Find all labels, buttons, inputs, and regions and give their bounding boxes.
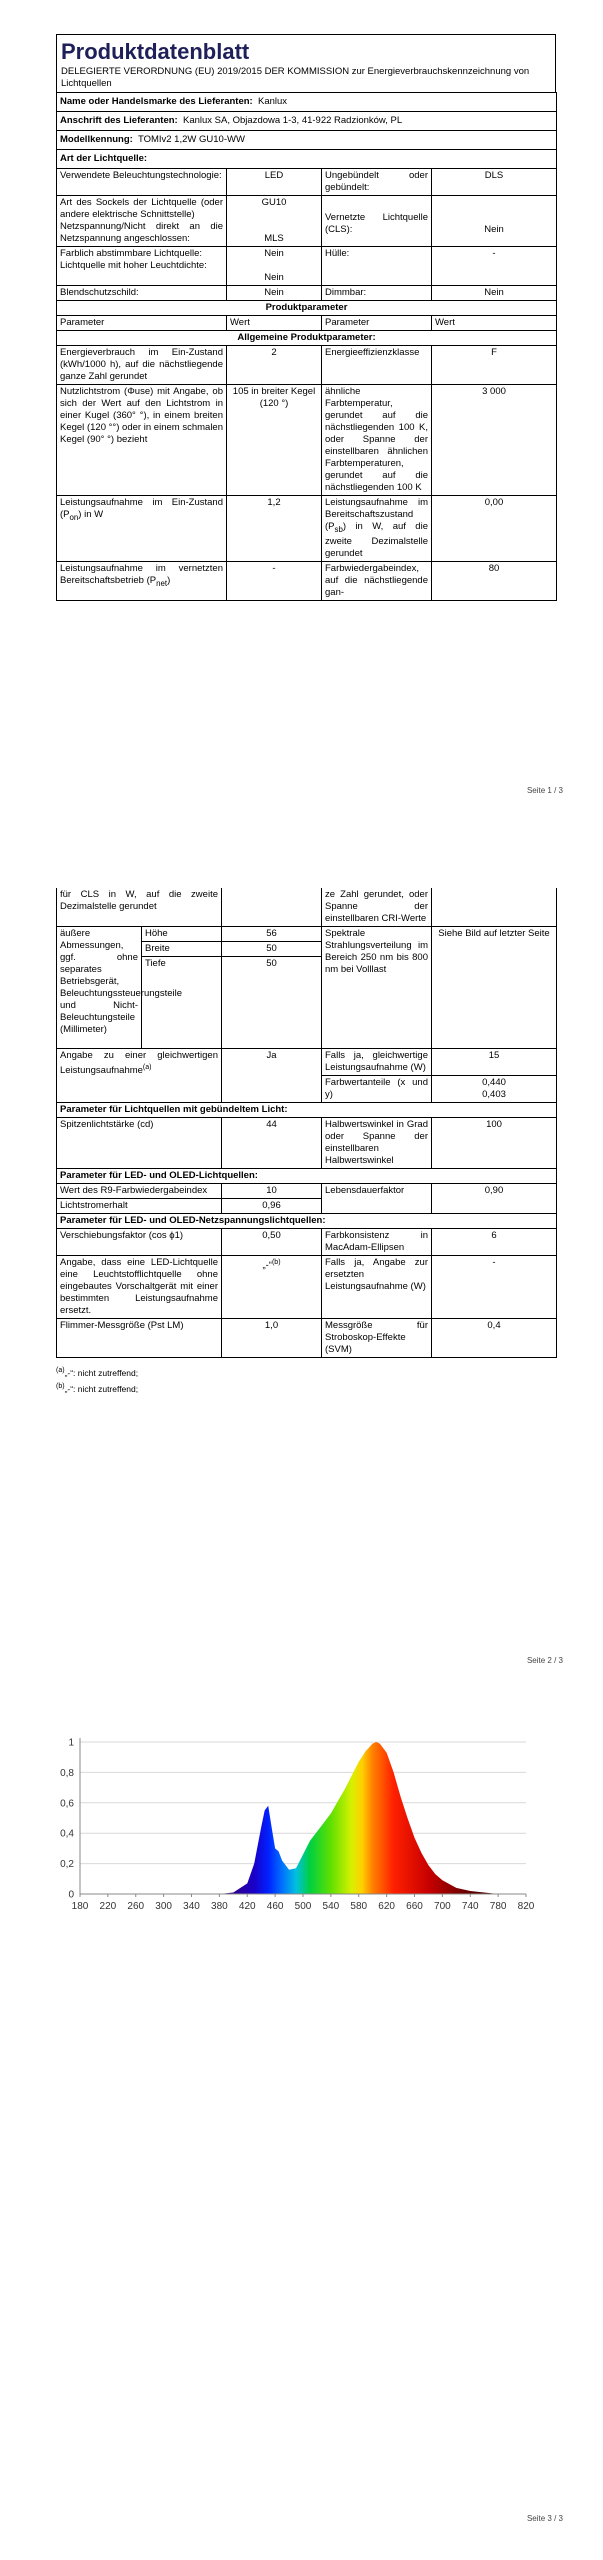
footnote-b <box>56 1380 556 1396</box>
flicker-value: 1,0 <box>222 1319 322 1358</box>
col-param-2: Parameter <box>322 316 432 331</box>
strobo-value: 0,4 <box>432 1319 557 1358</box>
x-tick-label: 700 <box>434 1901 451 1912</box>
y-tick-label: 0,4 <box>60 1828 74 1840</box>
mains-label: Netzspannung/Nicht direkt an die Netzspannung angeschlossen: <box>60 221 223 244</box>
energy-on-value: 2 <box>227 346 322 385</box>
cct-label: ähnliche Farbtemperatur, gerundet auf die nächstliegenden 100 K, oder Spanne der einstellbaren ähnlichen Farbtemperaturen, gerundet auf die nächstliegenden 100 K <box>322 385 432 496</box>
params-section: Produktparameter <box>57 301 557 316</box>
equiv-row <box>57 1049 557 1076</box>
cap-mains-value-cell <box>227 196 322 247</box>
title-box <box>56 34 556 92</box>
x-tick-label: 380 <box>211 1901 228 1912</box>
claim-power-label: Falls ja, Angabe zur ersetzten Leistungsaufnahme (W) <box>322 1256 432 1319</box>
tunable-row <box>57 247 557 286</box>
net-standby-label-cell-a <box>57 561 227 600</box>
net-standby-label-a: Leistungsaufnahme im vernetzten Bereitschaftsbetrieb (P <box>60 562 223 586</box>
claim-value-cell <box>222 1256 322 1319</box>
power-on-suffix: ) in W <box>78 509 104 520</box>
width-value: 50 <box>222 942 322 957</box>
high-lum-value: Nein <box>264 272 284 283</box>
antiglare-label: Blendschutzschild: <box>57 286 227 301</box>
net-standby-sub: net <box>156 578 168 588</box>
flux-label: Nutzlichtstrom (Φuse) mit Angabe, ob sich der Wert auf den Lichtstrom in einer Kugel (360° °), in einem breiten Kegel (120 °°) oder in einem schmalen Kegel (90° °) bezieht <box>57 385 227 496</box>
supplier-address-row <box>57 112 557 131</box>
claim-label: Angabe, dass eine LED-Lichtquelle eine Leuchtstofflichtquelle ohne eingebautes Vorschaltgerät mit einer bestimmten Leistungsaufnahme ersetzt. <box>57 1256 222 1319</box>
y-tick-label: 0,6 <box>60 1798 74 1810</box>
net-standby-value: - <box>227 561 322 600</box>
supplier-table <box>56 92 557 601</box>
light-source-section: Art der Lichtquelle: <box>57 150 557 169</box>
chroma-values <box>432 1076 557 1103</box>
dls-section: Parameter für Lichtquellen mit gebündeltem Licht: <box>57 1103 557 1118</box>
chroma-y: 0,403 <box>482 1089 506 1100</box>
maint-label: Lichtstromerhalt <box>57 1199 222 1214</box>
power-on-label-cell <box>57 496 227 562</box>
standby-value: 0,00 <box>432 496 557 562</box>
y-tick-label: 0 <box>68 1889 74 1901</box>
power-on-sub: on <box>69 512 79 522</box>
led-section: Parameter für LED- und OLED-Lichtquellen: <box>57 1169 557 1184</box>
supplier-name-value: Kanlux <box>258 96 288 107</box>
color-tunable-label: Farblich abstimmbare Lichtquelle: <box>60 248 203 259</box>
x-tick-label: 220 <box>99 1901 117 1912</box>
tech-row <box>57 169 557 196</box>
model-row <box>57 131 557 150</box>
mains-value: MLS <box>264 233 284 244</box>
tunable-label-cell <box>57 247 227 286</box>
cri-value: 80 <box>432 561 557 600</box>
cap-mains-label-cell <box>57 196 227 247</box>
net-standby-value-cont <box>222 888 322 927</box>
x-tick-label: 780 <box>489 1901 507 1912</box>
footnote-a-text: „-“: nicht zutreffend; <box>64 1367 139 1378</box>
y-tick-label: 1 <box>68 1737 74 1749</box>
equiv-power-value: 15 <box>432 1049 557 1076</box>
x-tick-label: 580 <box>350 1901 368 1912</box>
net-standby-suffix: ) <box>167 574 171 586</box>
antiglare-value: Nein <box>227 286 322 301</box>
spectrum-area <box>219 1742 512 1894</box>
page-3 <box>0 1720 603 2560</box>
depth-label: Tiefe <box>142 957 222 1049</box>
tech-value: LED <box>227 169 322 196</box>
spectrum-chart <box>56 1720 556 1920</box>
peak-value: 44 <box>222 1118 322 1169</box>
mains-section-row <box>57 1214 557 1229</box>
x-tick-label: 180 <box>71 1901 89 1912</box>
peak-row <box>57 1118 557 1169</box>
envelope-value: - <box>432 247 557 286</box>
disp-label: Verschiebungsfaktor (cos ϕ1) <box>57 1229 222 1256</box>
maint-value: 0,96 <box>222 1199 322 1214</box>
height-row <box>57 927 557 942</box>
disp-row <box>57 1229 557 1256</box>
chroma-label: Farbwertanteile (x und y) <box>322 1076 432 1103</box>
r9-label: Wert des R9-Farbwiedergabeindex <box>57 1184 222 1199</box>
net-standby-row-b <box>57 888 557 927</box>
page-number-3: Seite 3 / 3 <box>526 2514 563 2523</box>
antiglare-row <box>57 286 557 301</box>
x-tick-label: 820 <box>517 1901 535 1912</box>
width-label: Breite <box>142 942 222 957</box>
claim-value: „-“ <box>262 1260 272 1272</box>
equiv-label-cell <box>57 1049 222 1103</box>
y-tick-label: 0,2 <box>60 1859 74 1871</box>
datasheet-part-1 <box>56 34 556 601</box>
footnote-b-text: „-“: nicht zutreffend; <box>64 1383 139 1394</box>
power-on-value: 1,2 <box>227 496 322 562</box>
tech-label: Verwendete Beleuchtungstechnologie: <box>57 169 227 196</box>
cap-value: GU10 <box>261 197 287 208</box>
params-header-row <box>57 316 557 331</box>
y-tick-label: 0,8 <box>60 1767 74 1779</box>
peak-label: Spitzenlichtstärke (cd) <box>57 1118 222 1169</box>
x-tick-label: 260 <box>127 1901 145 1912</box>
col-value-2: Wert <box>432 316 557 331</box>
light-source-section-row <box>57 150 557 169</box>
page-number-1: Seite 1 / 3 <box>526 786 563 795</box>
page-number-2: Seite 2 / 3 <box>526 1656 563 1665</box>
equiv-power-label: Falls ja, gleichwertige Leistungsaufnahme (W) <box>322 1049 432 1076</box>
power-on-label: Leistungsaufnahme im Ein-Zustand (P <box>60 497 223 520</box>
dls-section-row <box>57 1103 557 1118</box>
supplier-name-label: Name oder Handelsmarke des Lieferanten: <box>60 96 253 107</box>
supplier-address-value: Kanlux SA, Objazdowa 1-3, 41-922 Radzionków, PL <box>183 115 403 126</box>
x-tick-label: 460 <box>266 1901 284 1912</box>
page-title: Produktdatenblatt <box>61 39 250 64</box>
net-standby-label-b: für CLS in W, auf die zweite Dezimalstelle gerundet <box>57 888 222 927</box>
standby-suffix: ) in W, auf die zweite Dezimalstelle gerundet <box>325 521 428 559</box>
standby-label-cell <box>322 496 432 562</box>
energy-class-label: Energieeffizienzklasse <box>322 346 432 385</box>
power-row <box>57 496 557 562</box>
survival-label: Lebensdauerfaktor <box>322 1184 432 1214</box>
spectral-value: Siehe Bild auf letzter Seite <box>432 927 557 1049</box>
connected-value: Nein <box>432 196 557 247</box>
footnote-a <box>56 1364 556 1380</box>
x-tick-labels <box>72 1894 535 1912</box>
chroma-x: 0,440 <box>482 1077 506 1088</box>
cri-value-cont <box>432 888 557 927</box>
equiv-value: Ja <box>222 1049 322 1103</box>
r9-row <box>57 1184 557 1199</box>
consist-label: Farbkonsistenz in MacAdam-Ellipsen <box>322 1229 432 1256</box>
mains-section: Parameter für LED- und OLED-Netzspannungslichtquellen: <box>57 1214 557 1229</box>
dimmable-label: Dimmbar: <box>322 286 432 301</box>
disp-value: 0,50 <box>222 1229 322 1256</box>
height-label: Höhe <box>142 927 222 942</box>
claim-power-value: - <box>432 1256 557 1319</box>
x-tick-label: 300 <box>155 1901 172 1912</box>
x-tick-label: 540 <box>322 1901 340 1912</box>
dims-label: äußere Abmessungen, ggf. ohne separates Betriebsgerät, Beleuchtungssteuerungsteile und Nicht-Beleuchtungsteile (Millimeter) <box>57 927 142 1049</box>
strobo-label: Messgröße für Stroboskop-Effekte (SVM) <box>322 1319 432 1358</box>
net-standby-row-a <box>57 561 557 600</box>
equiv-sup: (a) <box>142 1064 152 1071</box>
cap-label: Art des Sockels der Lichtquelle (oder andere elektrische Schnittstelle) <box>60 197 223 220</box>
general-section-row <box>57 331 557 346</box>
depth-value: 50 <box>222 957 322 1049</box>
x-tick-label: 620 <box>378 1901 395 1912</box>
flux-row <box>57 385 557 496</box>
datasheet-part-2 <box>56 888 556 1396</box>
supplier-name-row <box>57 93 557 112</box>
model-label: Modellkennung: <box>60 134 133 145</box>
footnotes <box>56 1364 556 1396</box>
height-value: 56 <box>222 927 322 942</box>
claim-row <box>57 1256 557 1319</box>
model-value: TOMIv2 1,2W GU10-WW <box>137 134 245 145</box>
cri-label-b: ze Zahl gerundet, oder Spanne der einstellbaren CRI-Werte <box>322 888 432 927</box>
general-section: Allgemeine Produktparameter: <box>57 331 557 346</box>
x-tick-label: 420 <box>238 1901 256 1912</box>
tunable-value-cell <box>227 247 322 286</box>
equiv-label: Angabe zu einer gleichwertigen Leistungsaufnahme <box>60 1050 218 1077</box>
dimmable-value: Nein <box>432 286 557 301</box>
flicker-label: Flimmer-Messgröße (Pst LM) <box>57 1319 222 1358</box>
col-value-1: Wert <box>227 316 322 331</box>
energy-class-value: F <box>432 346 557 385</box>
params-table-continued <box>56 888 557 1358</box>
col-param-1: Parameter <box>57 316 227 331</box>
cap-mains-row <box>57 196 557 247</box>
energy-row <box>57 346 557 385</box>
flicker-row <box>57 1319 557 1358</box>
nondirected-label: Ungebündelt oder gebündelt: <box>322 169 432 196</box>
params-section-row <box>57 301 557 316</box>
y-tick-labels <box>60 1738 74 1901</box>
color-tunable-value: Nein <box>264 248 284 259</box>
footnote-a-sup: (a) <box>56 1367 65 1374</box>
footnote-b-sup: (b) <box>56 1382 65 1390</box>
x-tick-label: 660 <box>406 1901 423 1912</box>
page-1 <box>0 0 603 860</box>
standby-sub: sb <box>334 524 343 534</box>
x-tick-label: 500 <box>294 1901 312 1912</box>
x-tick-label: 740 <box>461 1901 479 1912</box>
led-section-row <box>57 1169 557 1184</box>
beam-value: 100 <box>432 1118 557 1169</box>
flux-value: 105 in breiter Kegel (120 °) <box>227 385 322 496</box>
beam-label: Halbwertswinkel in Grad oder Spanne der einstellbaren Halbwertswinkel <box>322 1118 432 1169</box>
nondirected-value: DLS <box>432 169 557 196</box>
cct-value: 3 000 <box>432 385 557 496</box>
survival-value: 0,90 <box>432 1184 557 1214</box>
high-lum-label: Lichtquelle mit hoher Leuchtdichte: <box>60 260 207 271</box>
cri-label-a: Farbwiedergabeindex, auf die nächstliegende gan- <box>322 561 432 600</box>
connected-label: Vernetzte Lichtquelle (CLS): <box>322 196 432 247</box>
claim-sup: (b) <box>271 1259 281 1266</box>
consist-value: 6 <box>432 1229 557 1256</box>
r9-value: 10 <box>222 1184 322 1199</box>
page-2 <box>0 860 603 1720</box>
energy-on-label: Energieverbrauch im Ein-Zustand (kWh/1000 h), auf die nächstliegende ganze Zahl gerundet <box>57 346 227 385</box>
envelope-label: Hülle: <box>322 247 432 286</box>
spectral-label: Spektrale Strahlungsverteilung im Bereich 250 nm bis 800 nm bei Volllast <box>322 927 432 1049</box>
supplier-address-label: Anschrift des Lieferanten: <box>60 115 178 126</box>
standby-label: Leistungsaufnahme im Bereitschaftszustand (P <box>325 497 428 532</box>
regulation-subtitle: DELEGIERTE VERORDNUNG (EU) 2019/2015 DER KOMMISSION zur Energieverbrauchskennzeichnung von Lichtquellen <box>61 66 530 89</box>
x-tick-label: 340 <box>183 1901 200 1912</box>
